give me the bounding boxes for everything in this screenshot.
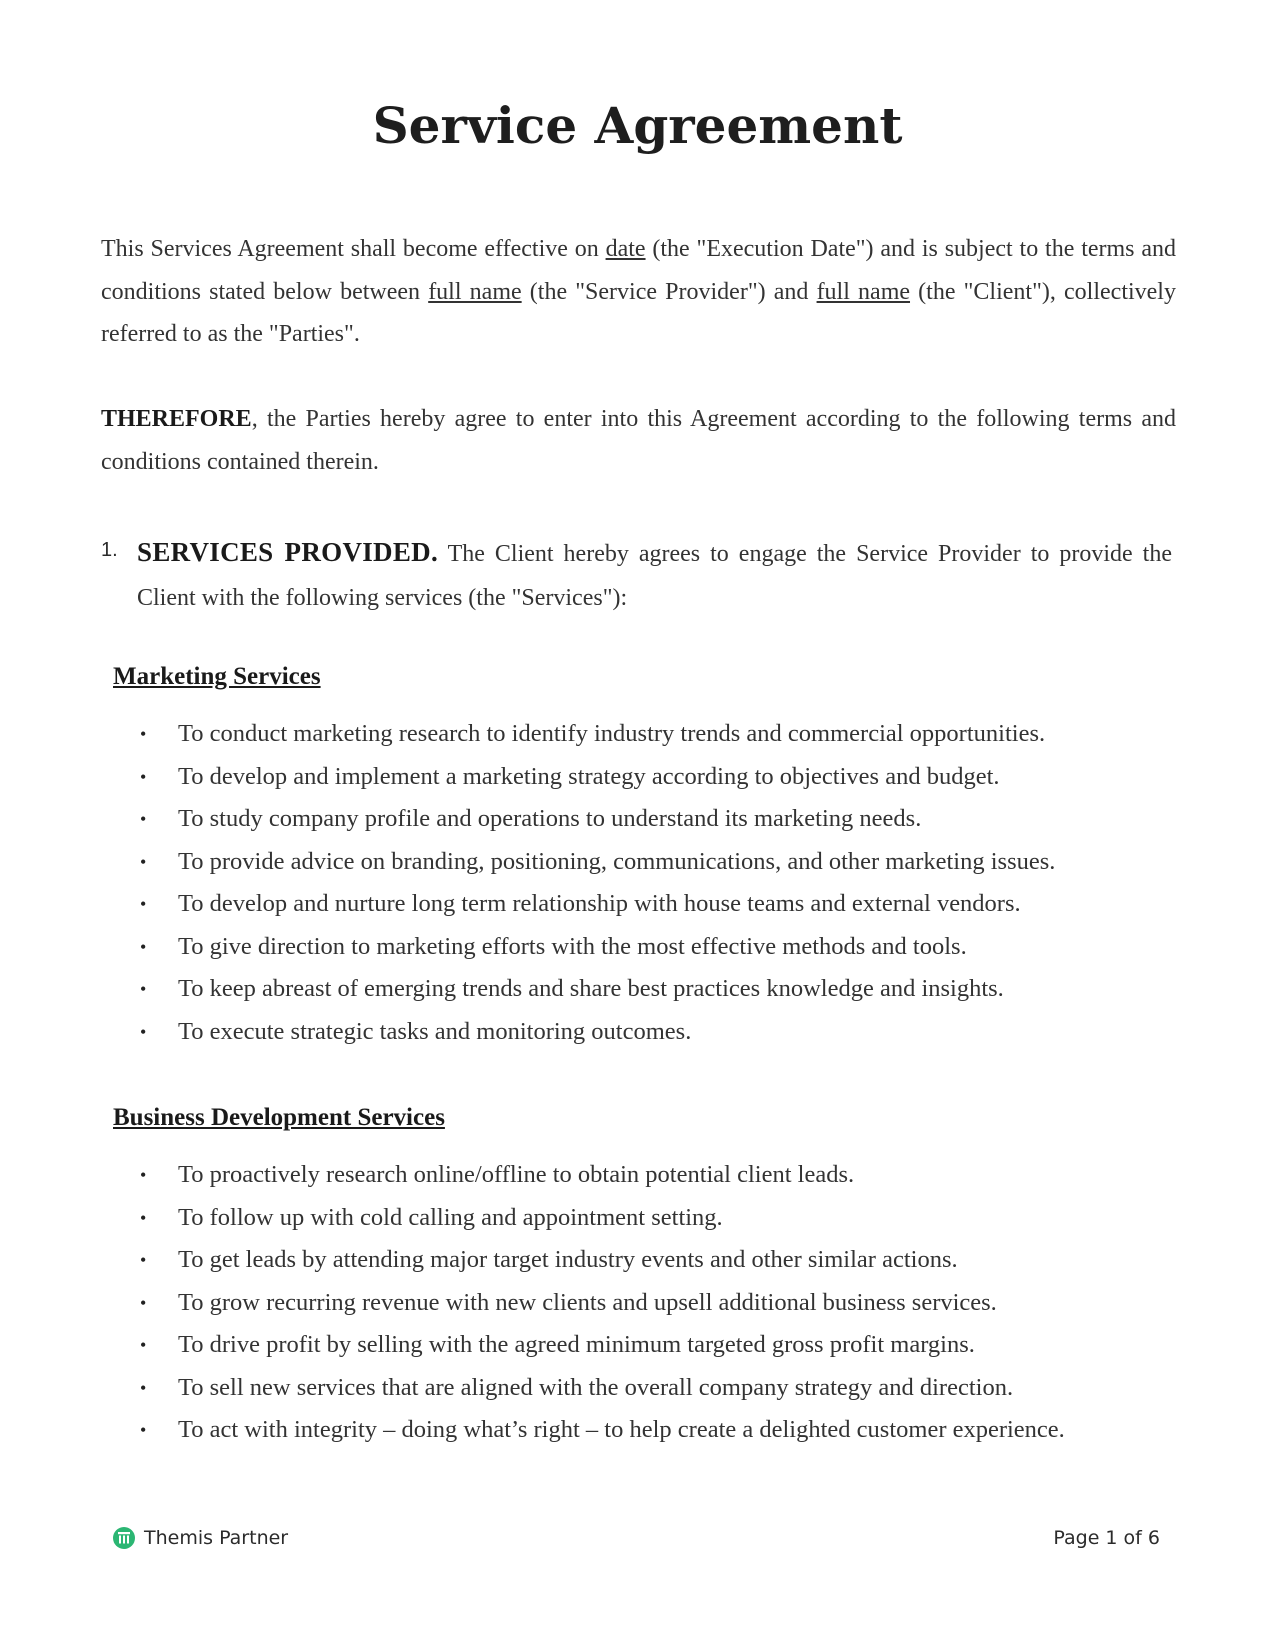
bullet-icon: • <box>140 1250 147 1270</box>
list-item-text: To grow recurring revenue with new clients and upsell additional business services. <box>178 1288 997 1316</box>
list-item-text: To develop and nurture long term relationship with house teams and external vendors. <box>178 890 1021 917</box>
bullet-icon: • <box>140 809 147 829</box>
therefore-text: , the Parties hereby agree to enter into this Agreement according to the following terms and conditions contained therein. <box>101 406 1176 475</box>
list-item-text: To provide advice on branding, positioning, communications, and other marketing issues. <box>178 847 1056 875</box>
section-services-provided <box>137 530 1172 620</box>
bullet-icon: • <box>140 1377 147 1398</box>
list-item <box>140 1197 1180 1240</box>
list-item <box>140 1154 1180 1197</box>
list-item <box>140 1011 1180 1054</box>
bullet-icon: • <box>140 936 147 957</box>
bullet-icon: • <box>140 1207 147 1228</box>
list-item <box>140 926 1180 969</box>
list-item <box>140 1409 1180 1452</box>
list-item-text: To act with integrity – doing what’s right – to help create a delighted customer experience. <box>178 1416 1065 1443</box>
section-heading: SERVICES PROVIDED. <box>137 537 439 567</box>
list-item-text: To keep abreast of emerging trends and share best practices knowledge and insights. <box>178 975 1004 1002</box>
bullet-icon: • <box>140 766 147 787</box>
list-item <box>140 841 1180 884</box>
list-item <box>140 883 1180 926</box>
list-item <box>140 798 1180 841</box>
intro-text-3: (the "Service Provider") and <box>521 278 817 305</box>
list-item <box>140 1239 1180 1282</box>
list-item <box>140 1367 1180 1410</box>
list-item-text: To sell new services that are aligned with the overall company strategy and direction. <box>178 1373 1014 1401</box>
intro-text-4: (the "Client"), collectively referred to as the "Parties". <box>101 278 1176 347</box>
marketing-services-list <box>140 713 1180 1053</box>
bullet-icon: • <box>140 1420 147 1440</box>
list-item <box>140 968 1180 1011</box>
list-item <box>140 1324 1180 1367</box>
therefore-paragraph <box>101 398 1176 483</box>
list-item-text: To proactively research online/offline to obtain potential client leads. <box>178 1161 855 1188</box>
list-item-text: To develop and implement a marketing strategy according to objectives and budget. <box>178 762 1000 790</box>
bullet-icon: • <box>140 1165 147 1185</box>
bullet-icon: • <box>140 894 147 914</box>
list-item <box>140 713 1180 756</box>
therefore-keyword: THEREFORE <box>101 406 252 432</box>
list-item-text: To conduct marketing research to identify industry trends and commercial opportunities. <box>178 720 1046 747</box>
provider-name-placeholder: full name <box>428 278 522 305</box>
date-placeholder: date <box>605 236 646 262</box>
page-number: Page 1 of 6 <box>1053 1527 1160 1549</box>
list-item-text: To get leads by attending major target industry events and other similar actions. <box>178 1246 958 1273</box>
intro-text-2: (the "Execution Date") and is subject to the terms and conditions stated below between <box>101 236 1176 305</box>
footer-brand <box>112 1523 288 1553</box>
document-title: Service Agreement <box>372 96 903 155</box>
list-item-text: To give direction to marketing efforts with the most effective methods and tools. <box>178 932 967 960</box>
list-item-text: To execute strategic tasks and monitoring outcomes. <box>178 1017 692 1045</box>
list-item-text: To drive profit by selling with the agreed minimum targeted gross profit margins. <box>178 1331 975 1358</box>
bullet-icon: • <box>140 979 147 999</box>
themis-logo-icon <box>112 1526 136 1550</box>
business-development-list <box>140 1154 1180 1452</box>
intro-text-1: This Services Agreement shall become effective on <box>101 236 606 262</box>
footer-brand-name: Themis Partner <box>144 1527 289 1549</box>
list-item-text: To follow up with cold calling and appointment setting. <box>178 1203 723 1231</box>
marketing-services-heading: Marketing Services <box>113 663 321 690</box>
list-item <box>140 756 1180 799</box>
bullet-icon: • <box>140 1292 147 1313</box>
client-name-placeholder: full name <box>816 278 911 305</box>
bullet-icon: • <box>140 1021 147 1042</box>
list-item-text: To study company profile and operations to understand its marketing needs. <box>178 805 922 832</box>
list-item <box>140 1282 1180 1325</box>
bullet-icon: • <box>140 851 147 872</box>
section-number: 1. <box>101 539 118 561</box>
business-development-heading: Business Development Services <box>113 1104 445 1131</box>
bullet-icon: • <box>140 1335 147 1355</box>
section-text: The Client hereby agrees to engage the Service Provider to provide the Client with the following services (the "Services"): <box>137 541 1172 611</box>
intro-paragraph <box>101 228 1176 356</box>
bullet-icon: • <box>140 724 147 744</box>
